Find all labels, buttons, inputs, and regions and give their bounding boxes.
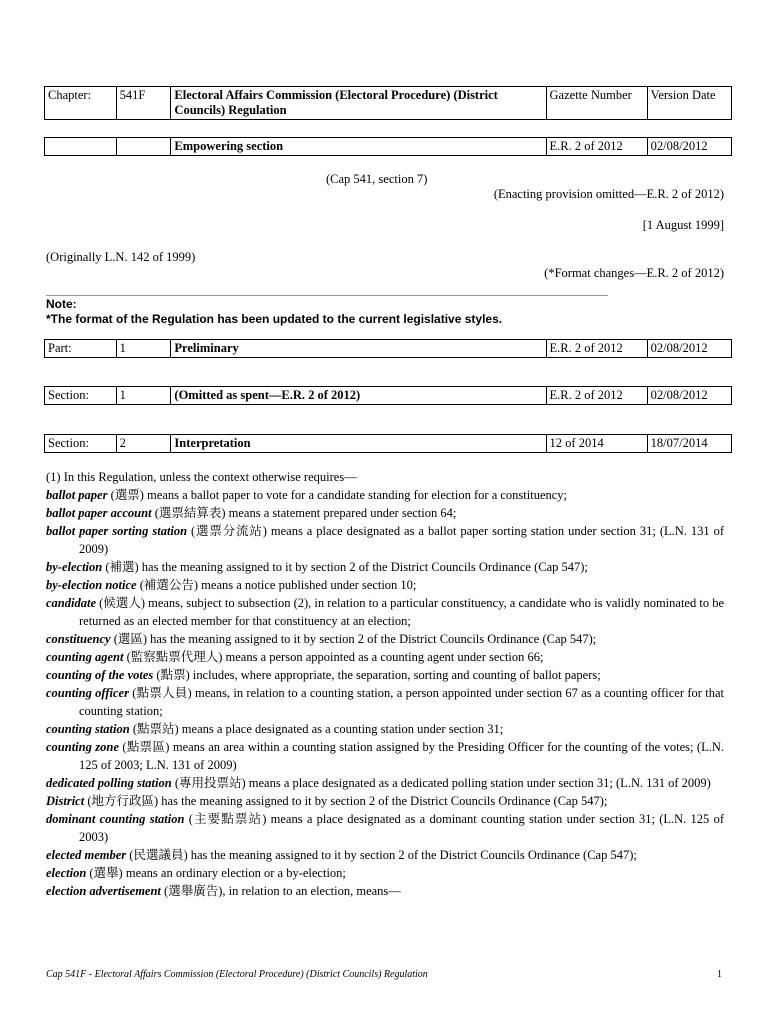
note-label: Note: [46,297,77,311]
row-label: Section: [45,435,117,453]
definition-term: dominant counting station [46,812,185,826]
row-number: 2 [116,435,171,453]
definition-text: (補選公告) means a notice published under section 10; [136,578,417,592]
chapter-number: 541F [116,87,171,120]
definition-item [46,558,724,576]
definition-text: (點票人員) means, in relation to a counting station, a person appointed under section 67 as a counting officer for that counting station; [79,686,724,718]
definition-item [46,720,724,738]
row-number: 1 [116,340,171,358]
definition-item [46,504,724,522]
row-gazette: E.R. 2 of 2012 [546,387,647,405]
row-label: Section: [45,387,117,405]
definition-term: candidate [46,596,96,610]
definition-term: counting station [46,722,130,736]
row-number: 1 [116,387,171,405]
definition-text: (點票) includes, where appropriate, the separation, sorting and counting of ballot papers; [153,668,601,682]
gazette-number: E.R. 2 of 2012 [546,138,647,156]
enacting-provision-note: (Enacting provision omitted—E.R. 2 of 2012) [493,187,724,201]
definition-term: election advertisement [46,884,161,898]
definition-item [46,810,724,846]
definition-text: (選區) has the meaning assigned to it by section 2 of the District Councils Ordinance (Cap 547); [110,632,597,646]
note-text: *The format of the Regulation has been updated to the current legislative styles. [46,312,503,326]
cap-reference: (Cap 541, section 7) [326,172,428,186]
definition-item [46,864,724,882]
definition-text: (補選) has the meaning assigned to it by section 2 of the District Councils Ordinance (Cap 547); [102,560,588,574]
row-date: 18/07/2014 [647,435,731,453]
definition-text: (選舉) means an ordinary election or a by-election; [86,866,346,880]
originally-note: (Originally L.N. 142 of 1999) [46,250,196,264]
definition-item [46,486,724,504]
definition-text: (選票分流站) means a place designated as a ballot paper sorting station under section 31; (L.N. 131 of 2009) [79,524,724,556]
definition-term: by-election notice [46,578,137,592]
definition-text: (點票站) means a place designated as a counting station under section 31; [129,722,504,736]
empty-cell [116,138,171,156]
definition-text: (選舉廣告), in relation to an election, means— [160,884,401,898]
commencement-date: [1 August 1999] [642,218,724,232]
definition-term: counting of the votes [46,668,154,682]
regulation-title: Electoral Affairs Commission (Electoral Procedure) (District Councils) Regulation [171,87,546,120]
definitions-list [46,468,724,900]
definition-item [46,774,724,792]
definition-item [46,594,724,630]
section-2-row [44,434,732,453]
row-title: (Omitted as spent—E.R. 2 of 2012) [171,387,546,405]
definition-term: District [46,794,85,808]
chapter-header-table [44,86,732,120]
definition-item [46,666,724,684]
format-changes-note: (*Format changes—E.R. 2 of 2012) [544,266,724,280]
section-1-row [44,386,732,405]
definition-item [46,648,724,666]
empowering-section-label: Empowering section [171,138,546,156]
definition-term: counting officer [46,686,129,700]
definition-term: dedicated polling station [46,776,172,790]
part-row [44,339,732,358]
definition-item [46,630,724,648]
definition-text: (主要點票站) means a place designated as a dominant counting station under section 31; (L.N. 125 of 2003) [79,812,724,844]
definition-text: (民選議員) has the meaning assigned to it by section 2 of the District Councils Ordinance (Cap 547); [126,848,637,862]
definition-item [46,576,724,594]
empowering-section-table [44,137,732,156]
definition-text: (選票) means a ballot paper to vote for a candidate standing for election for a constituency; [107,488,568,502]
definition-item [46,738,724,774]
row-title: Interpretation [171,435,546,453]
definition-term: by-election [46,560,103,574]
definition-term: election [46,866,87,880]
definition-text: (點票區) means an area within a counting station assigned by the Presiding Officer for the counting of the votes; (L.N. 125 of 2003; L.N. 131 of 2009) [79,740,724,772]
version-date-heading: Version Date [647,87,731,120]
divider [46,295,608,296]
definition-item [46,792,724,810]
row-gazette: 12 of 2014 [546,435,647,453]
definition-term: counting zone [46,740,119,754]
definition-term: elected member [46,848,127,862]
version-date: 02/08/2012 [647,138,731,156]
subsection-intro: (1) In this Regulation, unless the context otherwise requires— [46,470,357,484]
row-date: 02/08/2012 [647,340,731,358]
definition-term: constituency [46,632,111,646]
footer-title: Cap 541F - Electoral Affairs Commission (Electoral Procedure) (District Councils) Regulation [46,969,428,980]
definition-term: ballot paper sorting station [46,524,188,538]
definition-item [46,846,724,864]
page-number: 1 [717,969,722,980]
row-label: Part: [45,340,117,358]
definition-text: (監察點票代理人) means a person appointed as a counting agent under section 66; [123,650,544,664]
definition-text: (地方行政區) has the meaning assigned to it by section 2 of the District Councils Ordinance (Cap 547); [84,794,608,808]
row-gazette: E.R. 2 of 2012 [546,340,647,358]
definition-item [46,522,724,558]
definition-term: ballot paper [46,488,108,502]
definition-text: (選票結算表) means a statement prepared under section 64; [151,506,457,520]
definition-text: (專用投票站) means a place designated as a dedicated polling station under section 31; (L.N. 131 of 2009) [171,776,711,790]
definition-term: ballot paper account [46,506,152,520]
row-date: 02/08/2012 [647,387,731,405]
definition-item [46,882,724,900]
definition-term: counting agent [46,650,124,664]
definition-item [46,684,724,720]
empty-cell [45,138,117,156]
gazette-number-heading: Gazette Number [546,87,647,120]
definition-text: (候選人) means, subject to subsection (2), in relation to a particular constituency, a candidate who is validly nominated to be returned as an elected member for that constituency at an election; [79,596,724,628]
chapter-label: Chapter: [45,87,117,120]
row-title: Preliminary [171,340,546,358]
